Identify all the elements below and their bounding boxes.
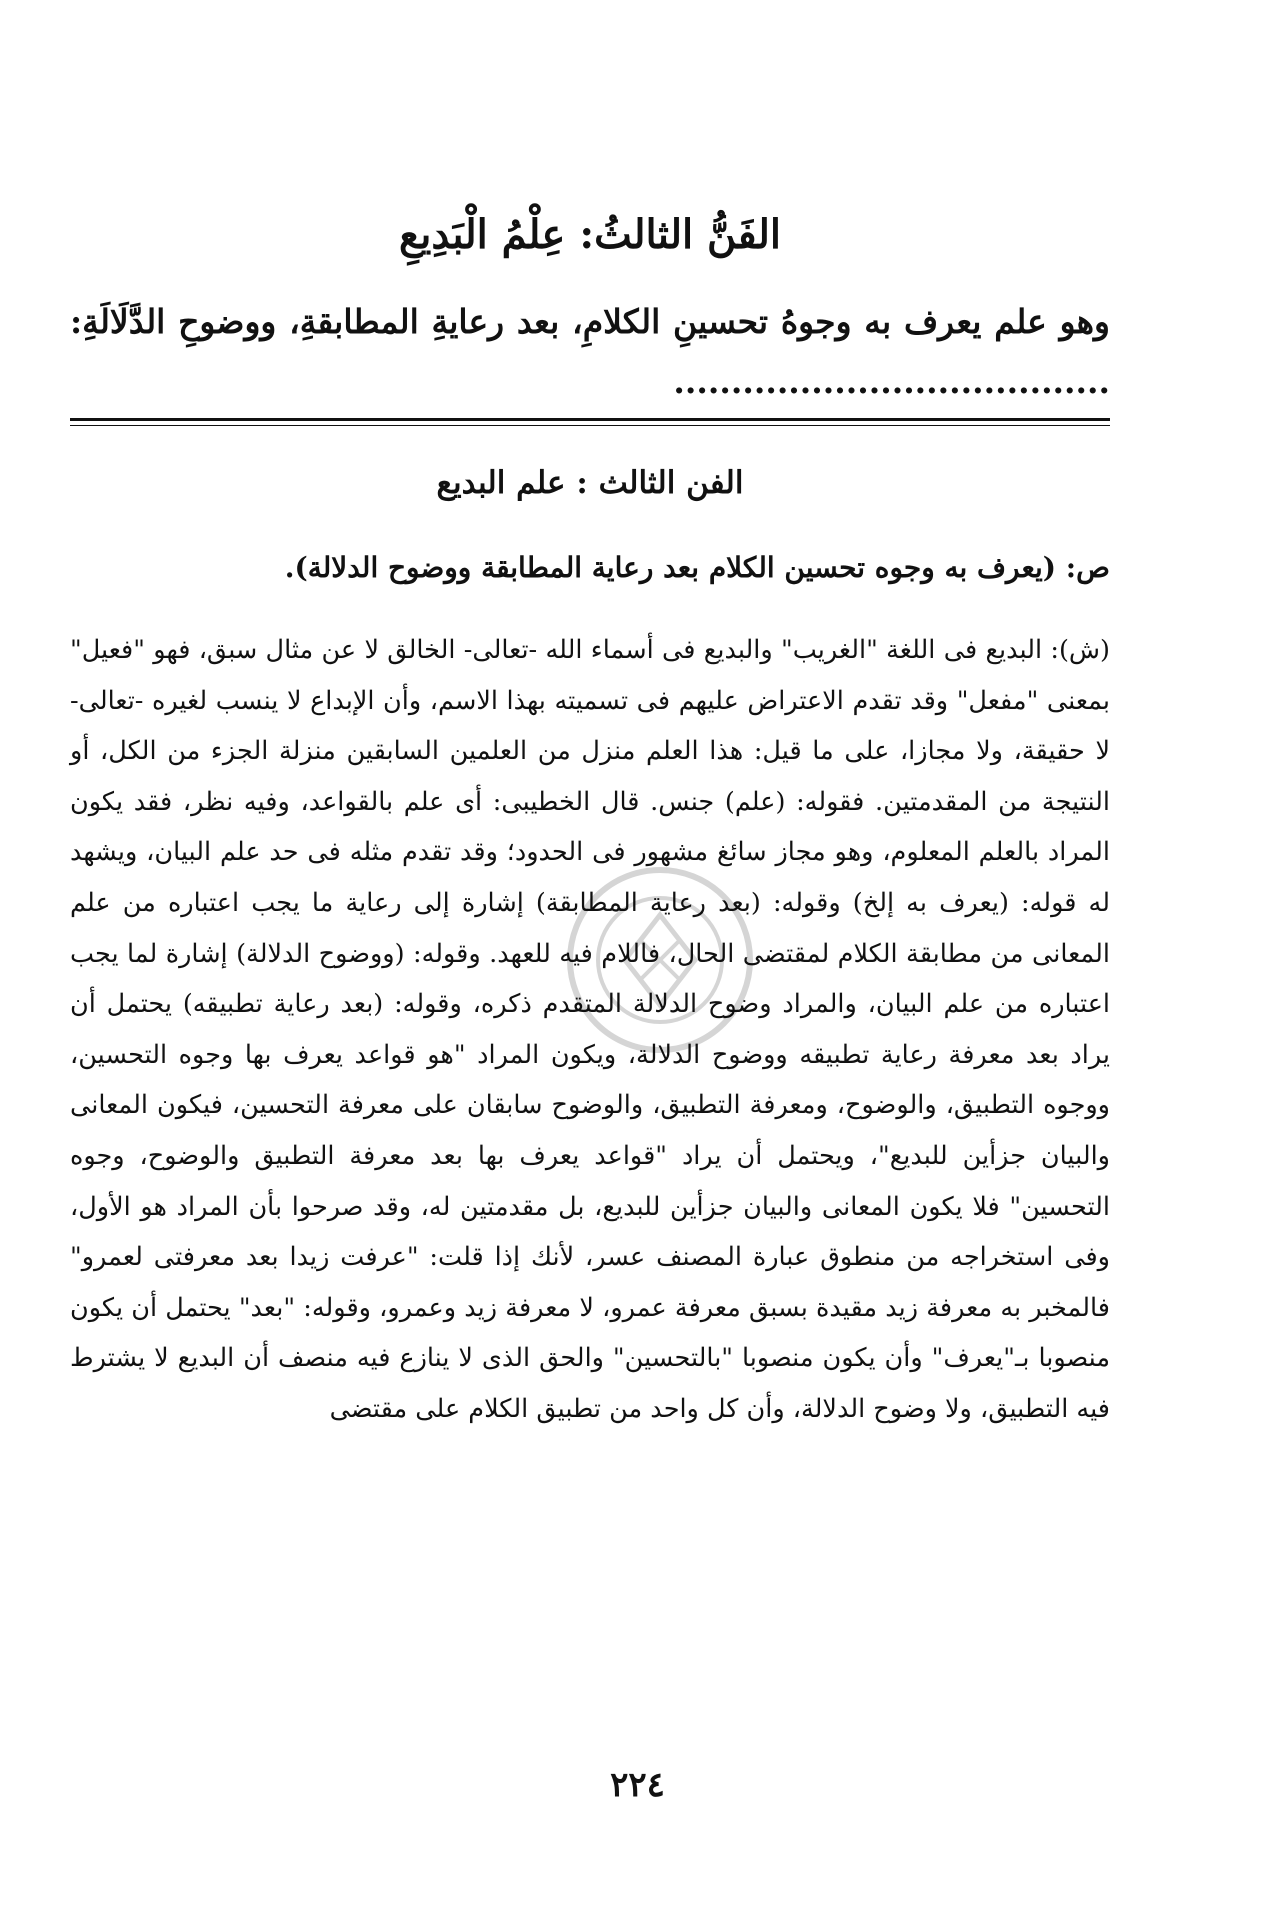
section-divider-thin: [70, 425, 1110, 426]
matn-text: وهو علم يعرف به وجوهُ تحسينِ الكلامِ، بعد رعايةِ المطابقةِ، ووضوحِ الدَّلَالَةِ: ......................................: [70, 302, 1110, 401]
sharh-commentary-body: (ش): البديع فى اللغة "الغريب" والبديع فى أسماء الله -تعالى- الخالق لا عن مثال سبق، فهو "فعيل" بمعنى "مفعل" وقد تقدم الاعتراض عليهم فى تسميته بهذا الاسم، وأن الإبداع لا ينسب لغيره -تعالى- لا حقيقة، ولا مجازا، على ما قيل: هذا العلم منزل من العلمين السابقين منزلة الجزء من الكل، أو النتيجة من المقدمتين. فقوله: (علم) جنس. قال الخطيبى: أى علم بالقواعد، وفيه نظر، فقد يكون المراد بالعلم المعلوم، وهو مجاز سائغ مشهور فى الحدود؛ وقد تقدم مثله فى حد علم البيان، ويشهد له قوله: (يعرف به إلخ) وقوله: (بعد رعاية المطابقة) إشارة إلى رعاية ما يجب اعتباره من علم المعانى من مطابقة الكلام لمقتضى الحال، فاللام فيه للعهد. وقوله: (ووضوح الدلالة) إشارة لما يجب اعتباره من علم البيان، والمراد وضوح الدلالة المتقدم ذكره، وقوله: (بعد رعاية تطبيقه) يحتمل أن يراد بعد معرفة رعاية تطبيقه ووضوح الدلالة، ويكون المراد "هو قواعد يعرف بها وجوه التحسين، ووجوه التطبيق، والوضوح، ومعرفة التطبيق، والوضوح سابقان على معرفة التحسين، فيكون المعانى والبيان جزأين للبديع"، ويحتمل أن يراد "قواعد يعرف بها بعد معرفة التطبيق والوضوح، وجوه التحسين" فلا يكون المعانى والبيان جزأين للبديع، بل مقدمتين له، وقد صرحوا بأن المراد هو الأول، وفى استخراجه من منطوق عبارة المصنف عسر، لأنك إذا قلت: "عرفت زيدا بعد معرفتى لعمرو" فالمخبر به معرفة زيد مقيدة بسبق معرفة عمرو، لا معرفة زيد وعمرو، وقوله: "بعد" يحتمل أن يكون منصوبا بـ"يعرف" وأن يكون منصوبا "بالتحسين" والحق الذى لا ينازع فيه منصف أن البديع لا يشترط فيه التطبيق، ولا وضوح الدلالة، وأن كل واحد من تطبيق الكلام على مقتضى: [70, 635, 1110, 1424]
page-number: ٢٢٤: [610, 1765, 665, 1805]
sharh-quoted-text: ص: (يعرف به وجوه تحسين الكلام بعد رعاية المطابقة ووضوح الدلالة).: [284, 551, 1110, 584]
section-divider-thick: [70, 418, 1110, 421]
sharh-chapter-title: الفن الثالث : علم البديع: [436, 465, 744, 501]
matn-chapter-title: الفَنُّ الثالثُ: عِلْمُ الْبَدِيعِ: [398, 211, 782, 258]
